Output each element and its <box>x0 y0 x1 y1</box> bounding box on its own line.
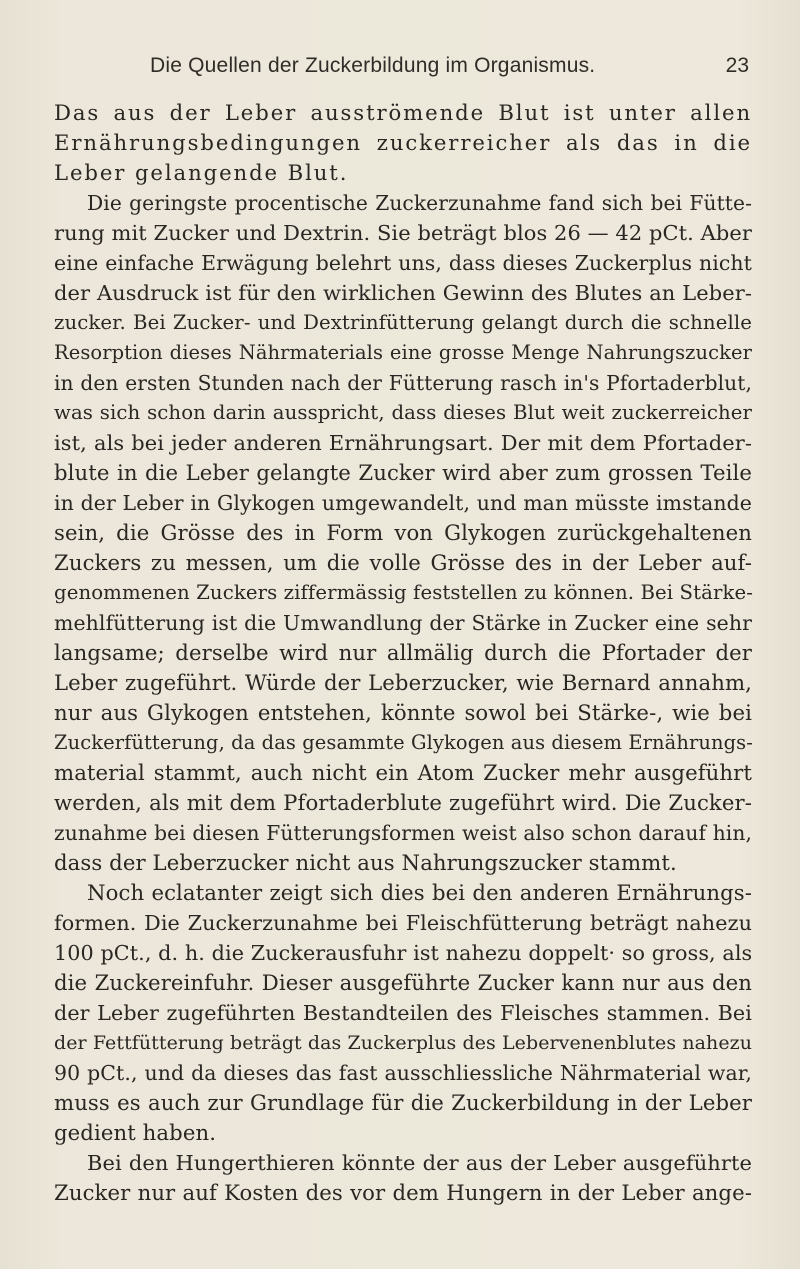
text-line: Resorption dieses Nährmaterials eine grosse Menge Nahrungszucker <box>54 341 752 364</box>
text-line: rung mit Zucker und Dextrin. Sie beträgt blos 26 — 42 pCt. Aber <box>54 221 753 245</box>
text-line: gedient haben. <box>54 1120 217 1145</box>
running-title: Die Quellen der Zuckerbildung im Organismus. <box>150 54 596 77</box>
text-line: Das aus der Leber ausströmende Blut ist unter allen <box>54 100 752 125</box>
text-line: Zucker nur auf Kosten des vor dem Hungern in der Leber ange- <box>54 1180 752 1205</box>
text-line: Bei den Hungerthieren könnte der aus der Leber ausgeführte <box>87 1151 752 1175</box>
text-line: Leber zugeführt. Würde der Leberzucker, wie Bernard annahm, <box>54 670 752 695</box>
text-line: material stammt, auch nicht ein Atom Zucker mehr ausgeführt <box>54 760 752 785</box>
text-line: die Zuckereinfuhr. Dieser ausgeführte Zucker kann nur aus den <box>54 970 752 995</box>
text-line: dass der Leberzucker nicht aus Nahrungszucker stammt. <box>54 850 677 875</box>
text-line: Noch eclatanter zeigt sich dies bei den anderen Ernährungs- <box>87 880 752 905</box>
text-line: muss es auch zur Grundlage für die Zuckerbildung in der Leber <box>54 1090 752 1115</box>
page-header <box>0 54 800 84</box>
text-line: der Ausdruck ist für den wirklichen Gewinn des Blutes an Leber- <box>54 281 752 305</box>
text-line: zucker. Bei Zucker- und Dextrinfütterung gelangt durch die schnelle <box>54 311 752 334</box>
text-line: Die geringste procentische Zuckerzunahme fand sich bei Fütte- <box>87 191 752 215</box>
text-line: der Fettfütterung beträgt das Zuckerplus des Lebervenenblutes nahezu <box>54 1032 752 1054</box>
text-line: nur aus Glykogen entstehen, könnte sowol bei Stärke-, wie bei <box>54 700 752 725</box>
text-line: 100 pCt., d. h. die Zuckerausfuhr ist nahezu doppelt· so gross, als <box>54 941 753 965</box>
text-line: was sich schon darin ausspricht, dass dieses Blut weit zuckerreicher <box>54 401 752 424</box>
text-line: werden, als mit dem Pfortaderblute zugeführt wird. Die Zucker- <box>54 790 752 815</box>
text-line: blute in die Leber gelangte Zucker wird aber zum grossen Teile <box>54 460 752 485</box>
page-number: 23 <box>725 54 749 77</box>
text-line: formen. Die Zuckerzunahme bei Fleischfütterung beträgt nahezu <box>54 911 752 935</box>
text-line: der Leber zugeführten Bestandteilen des Fleisches stammen. Bei <box>54 1001 752 1025</box>
text-line: mehlfütterung ist die Umwandlung der Stärke in Zucker eine sehr <box>54 611 752 635</box>
text-line: eine einfache Erwägung belehrt uns, dass dieses Zuckerplus nicht <box>54 251 752 275</box>
text-line: ist, als bei jeder anderen Ernährungsart. Der mit dem Pfortader- <box>54 431 752 455</box>
text-line: zunahme bei diesen Fütterungsformen weist also schon darauf hin, <box>54 821 752 845</box>
text-line: Leber gelangende Blut. <box>54 160 349 185</box>
text-line: genommenen Zuckers ziffermässig feststellen zu können. Bei Stärke- <box>54 581 754 604</box>
text-line: Zuckers zu messen, um die volle Grösse des in der Leber auf- <box>54 550 752 575</box>
text-line: langsame; derselbe wird nur allmälig durch die Pfortader der <box>54 640 752 665</box>
text-line: Ernährungsbedingungen zuckerreicher als das in die <box>54 130 752 155</box>
text-line: in der Leber in Glykogen umgewandelt, und man müsste imstande <box>54 491 752 515</box>
text-line: Zuckerfütterung, da das gesammte Glykogen aus diesem Ernährungs- <box>54 731 753 754</box>
text-line: 90 pCt., und da dieses das fast ausschliessliche Nährmaterial war, <box>54 1061 752 1085</box>
text-line: sein, die Grösse des in Form von Glykogen zurückgehaltenen <box>54 520 752 545</box>
text-line: in den ersten Stunden nach der Fütterung rasch in's Pfortaderblut, <box>54 371 752 395</box>
